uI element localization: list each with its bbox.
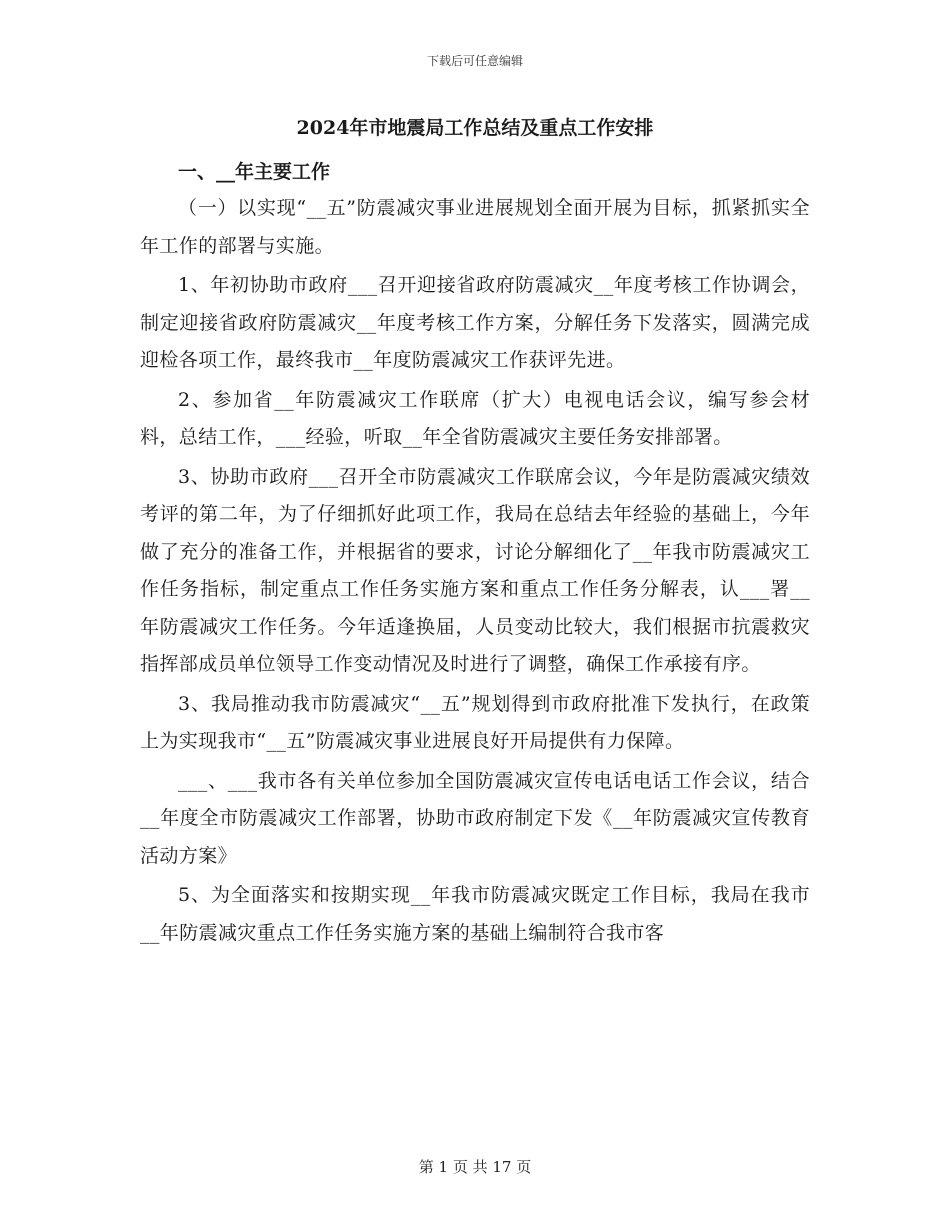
paragraph-6: ___、___我市各有关单位参加全国防震减灾宣传电话电话工作会议，结合__年度全市防震减灾工作部署，协助市政府制定下发《__年防震减灾宣传教育活动方案》 — [140, 769, 810, 867]
paragraph-7: 5、为全面落实和按期实现__年我市防震减灾既定工作目标，我局在我市__年防震减灾重点工作任务实施方案的基础上编制符合我市客 — [140, 884, 810, 944]
page-header-note: 下载后可任意编辑 — [426, 54, 523, 68]
document-body — [140, 110, 810, 954]
section-heading: 一、__年主要工作 — [178, 161, 331, 183]
paragraph-3: 2、参加省__年防震减灾工作联席（扩大）电视电话会议，编写参会材料，总结工作，___经验，听取__年全省防震减灾主要任务安排部署。 — [140, 388, 810, 448]
document-title: 2024年市地震局工作总结及重点工作安排 — [296, 117, 654, 139]
page-number: 第 1 页 共 17 页 — [418, 1158, 532, 1176]
paragraph-5: 3、我局推动我市防震减灾“__五”规划得到市政府批准下发执行，在政策上为实现我市“__五”防震减灾事业进展良好开局提供有力保障。 — [140, 692, 810, 752]
paragraph-1: （一）以实现“__五”防震减灾事业进展规划全面开展为目标，抓紧抓实全年工作的部署与实施。 — [140, 197, 810, 257]
paragraph-4: 3、协助市政府___召开全市防震减灾工作联席会议，今年是防震减灾绩效考评的第二年，为了仔细抓好此项工作，我局在总结去年经验的基础上，今年做了充分的准备工作，并根据省的要求，讨论分解细化了__年我市防震减灾工作任务指标，制定重点工作任务实施方案和重点工作任务分解表，认___署__年防震减灾工作任务。今年适逢换届，人员变动比较大，我们根据市抗震救灾指挥部成员单位领导工作变动情况及时进行了调整，确保工作承接有序。 — [140, 465, 810, 675]
paragraph-2: 1、年初协助市政府___召开迎接省政府防震减灾__年度考核工作协调会，制定迎接省政府防震减灾__年度考核工作方案，分解任务下发落实，圆满完成迎检各项工作，最终我市__年度防震减灾工作获评先进。 — [140, 274, 810, 371]
